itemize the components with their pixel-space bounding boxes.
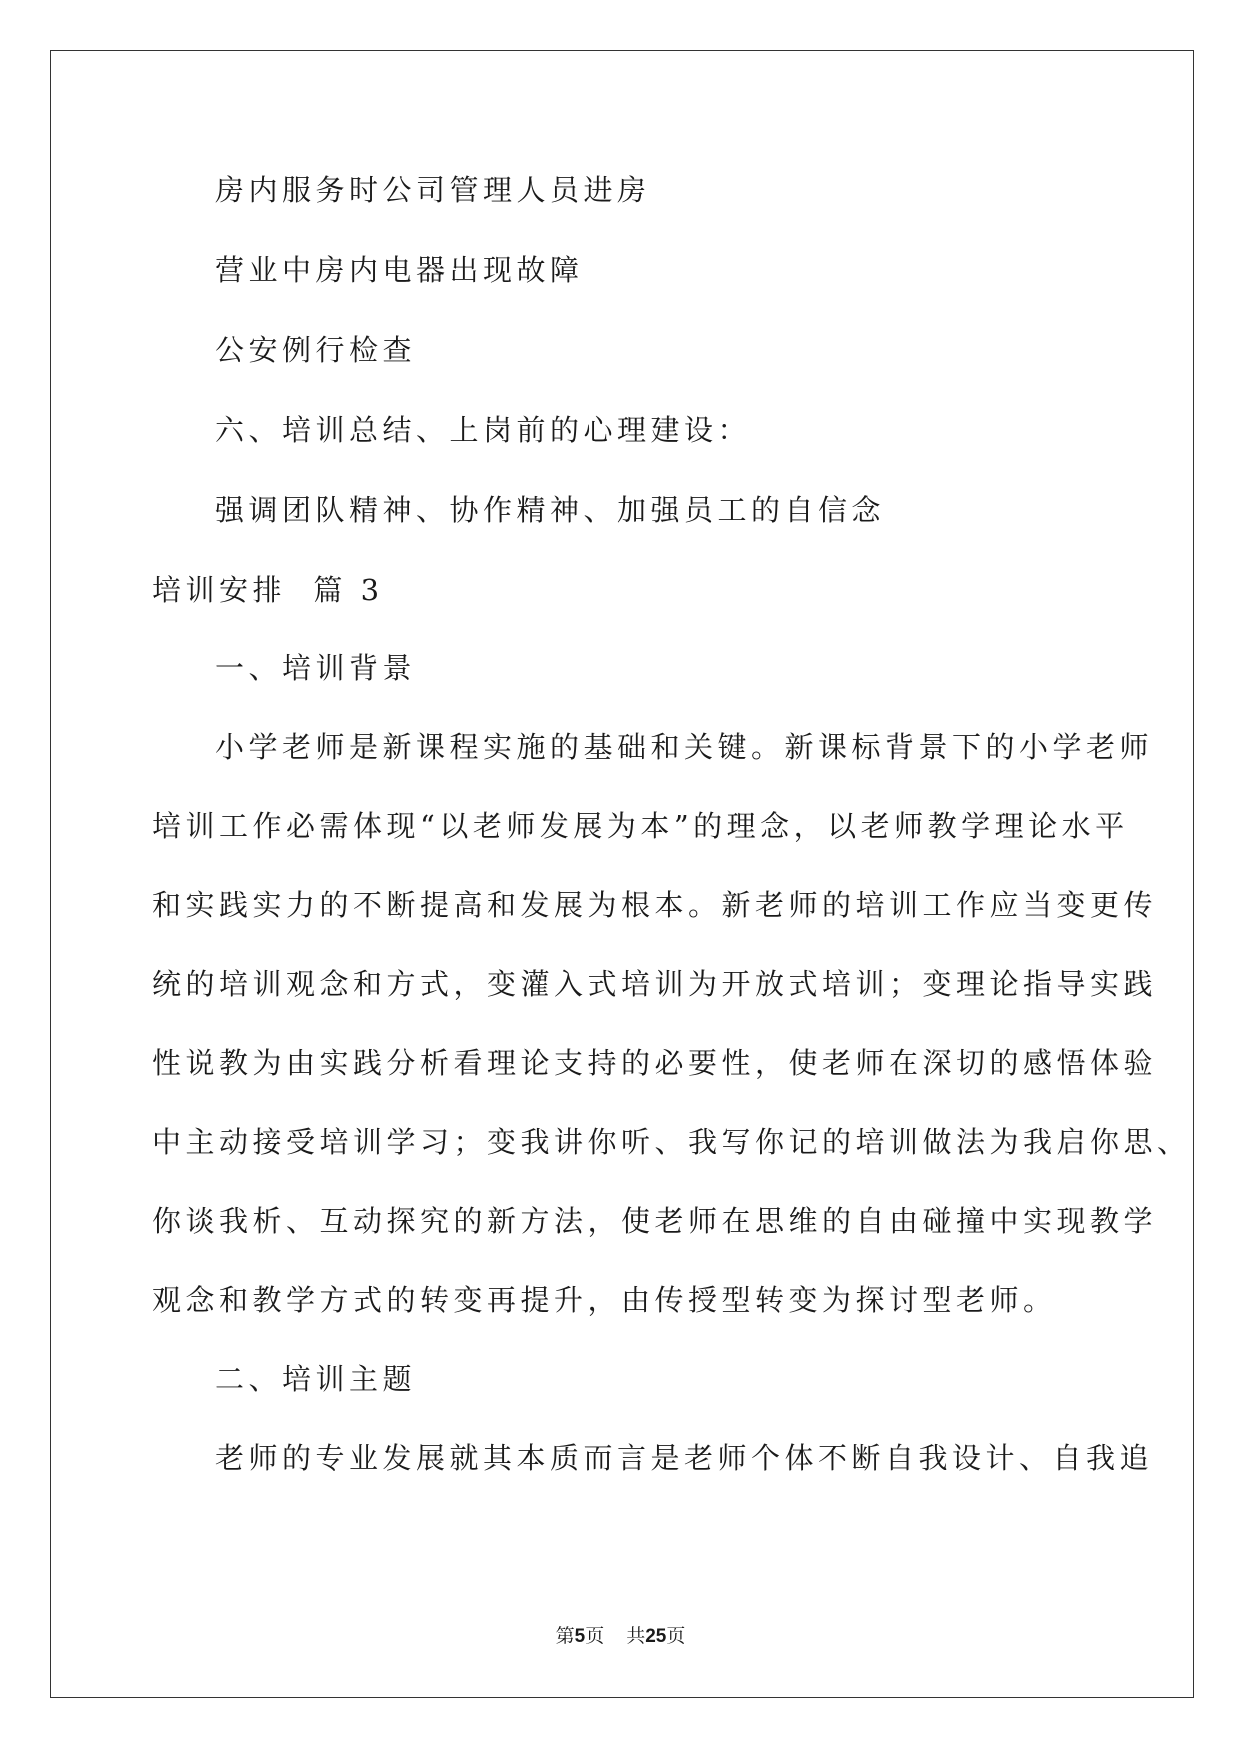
body-line: 强调团队精神、协作精神、加强员工的自信念 [215,493,886,527]
chapter-heading: 培训安排 篇 3 [152,573,384,607]
page-number: 5 [574,1626,586,1647]
body-line: 房内服务时公司管理人员进房 [215,173,651,207]
paragraph-line: 小学老师是新课程实施的基础和关键。新课标背景下的小学老师 [215,730,1154,764]
paragraph-line: 统的培训观念和方式，变灌入式培训为开放式培训；变理论指导实践 [152,967,1158,1001]
paragraph-line: 你谈我析、互动探究的新方法，使老师在思维的自由碰撞中实现教学 [152,1204,1158,1238]
total-suffix: 页 [666,1625,686,1647]
section-heading: 一、培训背景 [215,651,417,685]
paragraph-line: 老师的专业发展就其本质而言是老师个体不断自我设计、自我追 [215,1441,1154,1475]
paragraph-line: 和实践实力的不断提高和发展为根本。新老师的培训工作应当变更传 [152,888,1158,922]
paragraph-line: 中主动接受培训学习；变我讲你听、我写你记的培训做法为我启你思、 [152,1125,1191,1159]
section-heading: 六、培训总结、上岗前的心理建设： [215,413,752,447]
paragraph-line: 性说教为由实践分析看理论支持的必要性，使老师在深切的感悟体验 [152,1046,1158,1080]
page-prefix: 第 [555,1625,575,1647]
body-line: 公安例行检查 [215,333,417,367]
page-footer [0,1624,1241,1649]
body-line: 营业中房内电器出现故障 [215,253,584,287]
total-prefix: 共 [626,1625,646,1647]
paragraph-line: 观念和教学方式的转变再提升，由传授型转变为探讨型老师。 [152,1283,1057,1317]
total-pages: 25 [645,1626,667,1647]
section-heading: 二、培训主题 [215,1362,417,1396]
paragraph-line: 培训工作必需体现“以老师发展为本”的理念，以老师教学理论水平 [152,809,1129,843]
page-suffix: 页 [585,1625,605,1647]
